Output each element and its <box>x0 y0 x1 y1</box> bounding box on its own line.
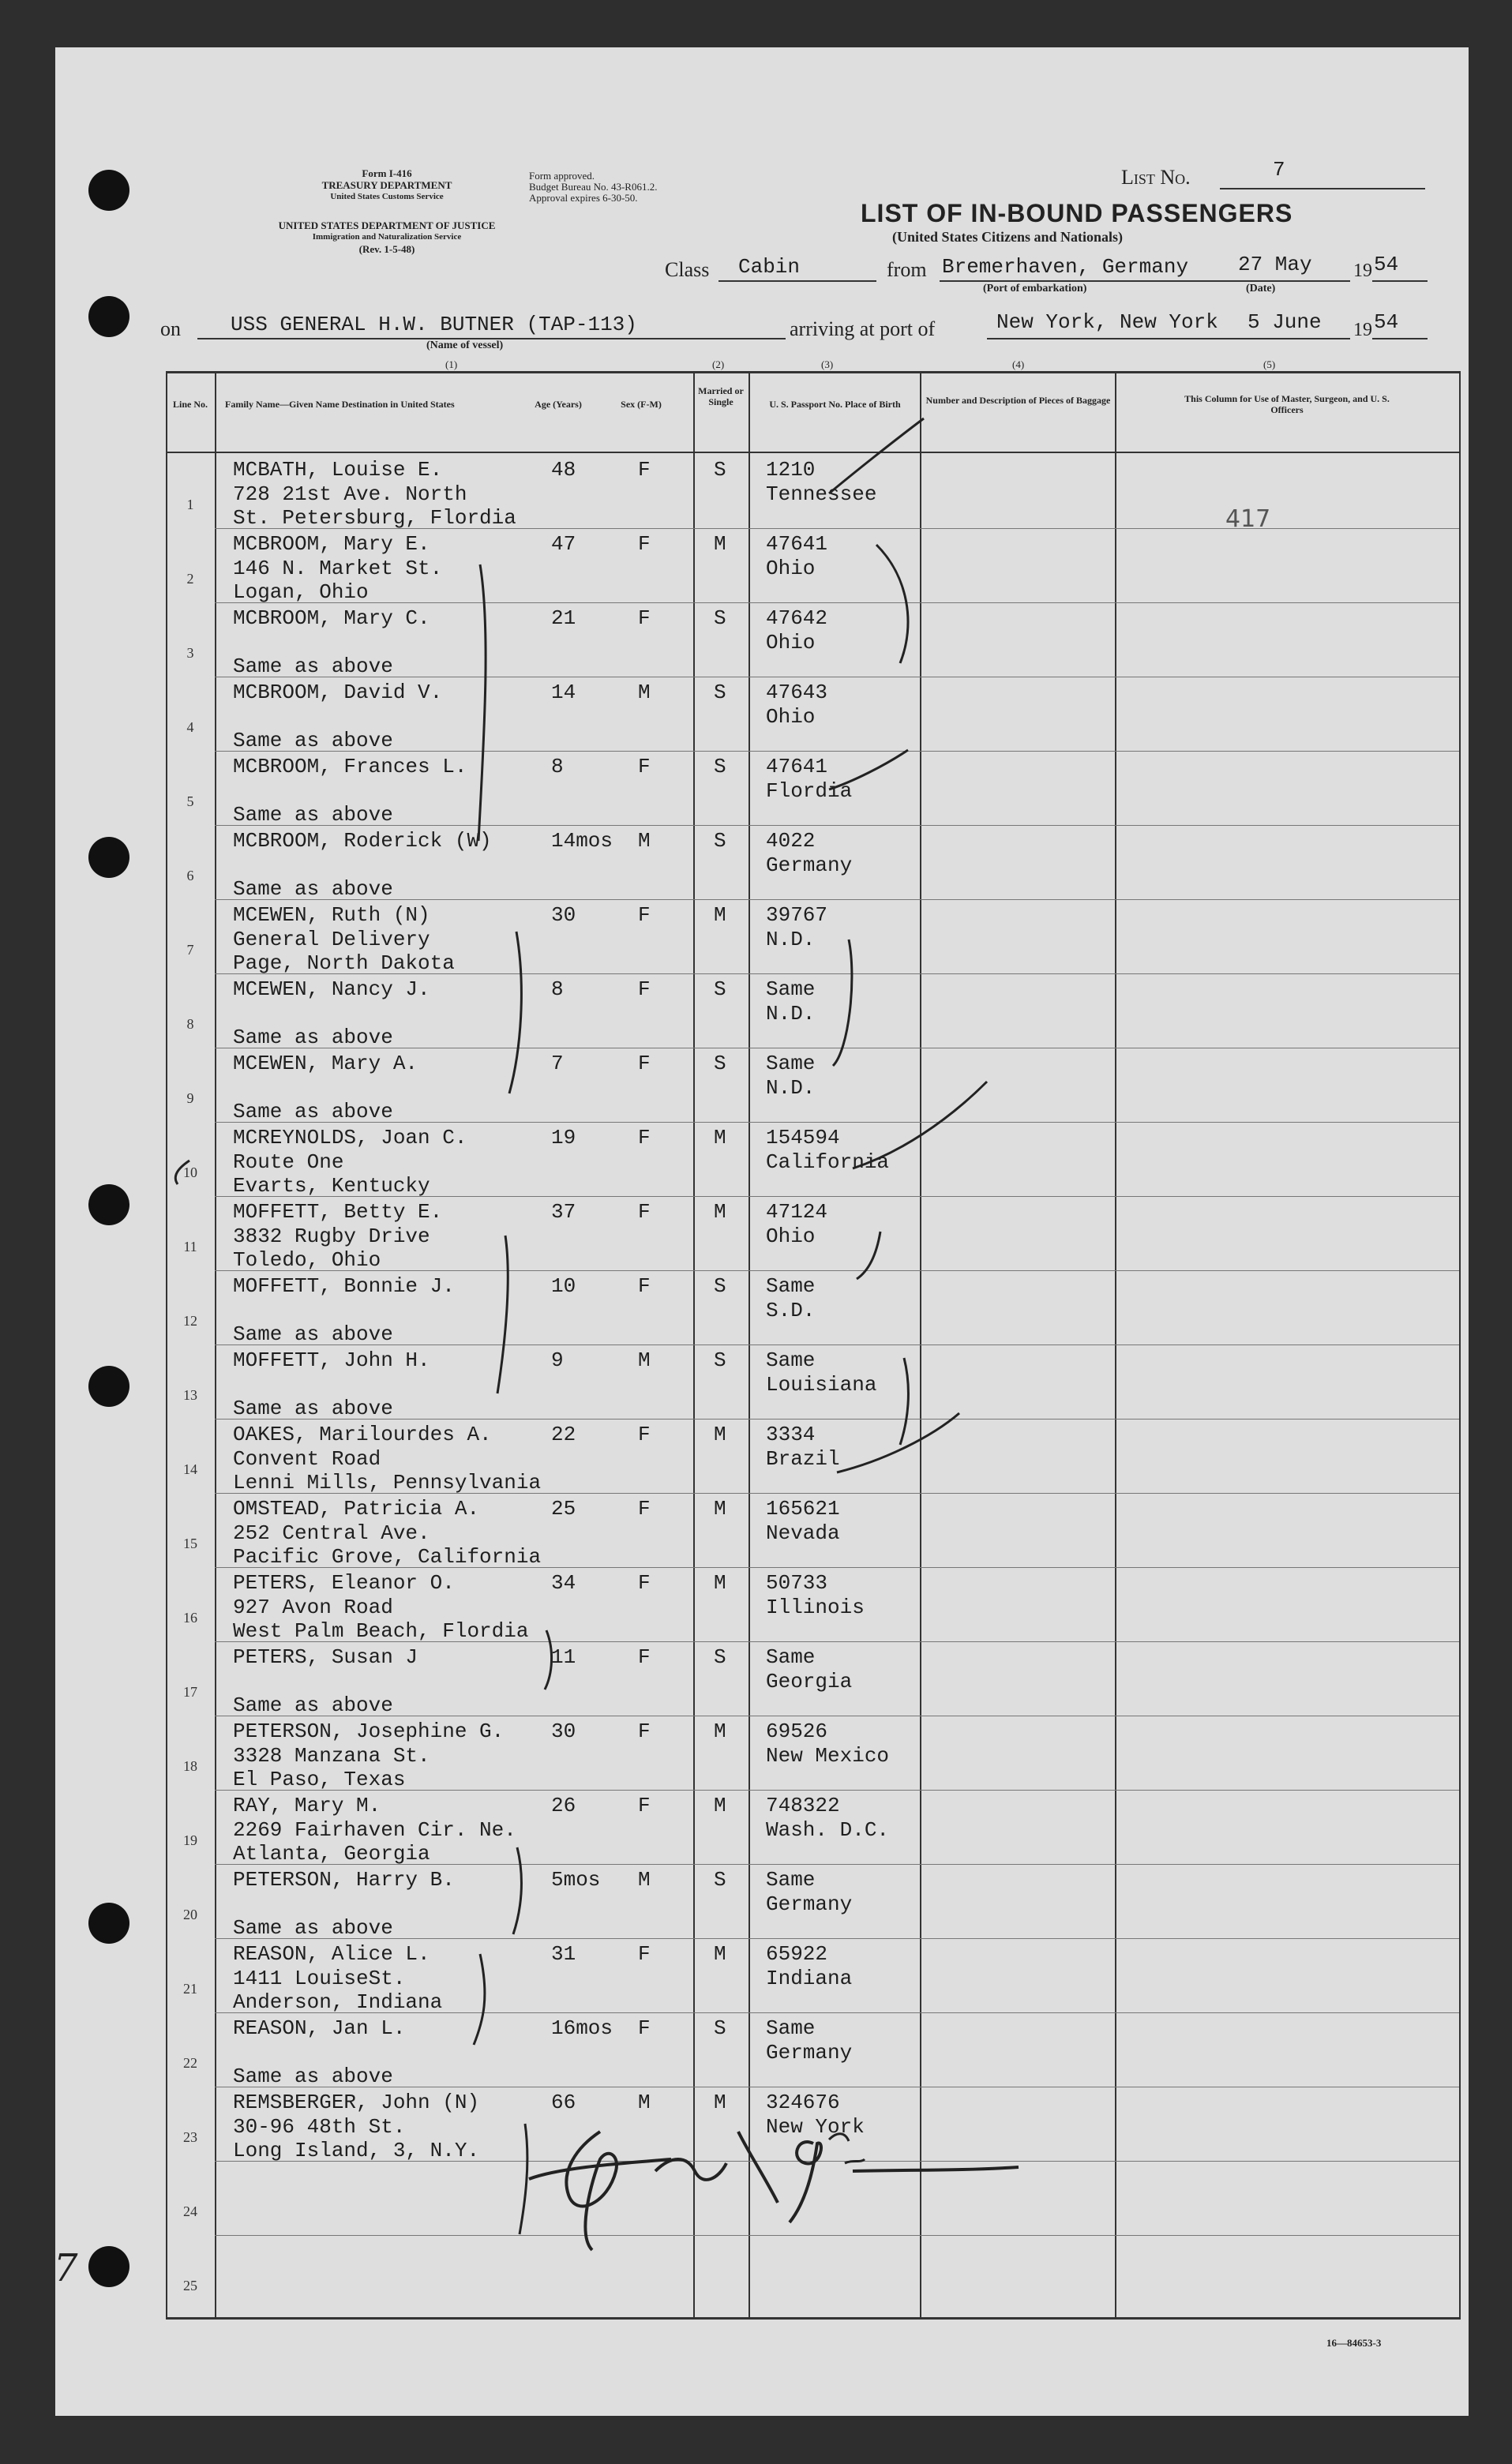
footer-code: 16—84653-3 <box>1326 2337 1382 2349</box>
marital-status: S <box>714 681 726 704</box>
vessel-caption: (Name of vessel) <box>426 339 504 351</box>
age: 26 <box>551 1794 576 1817</box>
sex: F <box>638 458 651 482</box>
marital-status: M <box>714 1126 726 1149</box>
header-name: Family Name—Given Name Destination in United States <box>225 399 455 410</box>
passport-number: Same <box>766 2016 816 2040</box>
marital-status: S <box>714 977 726 1001</box>
address-line-1: 146 N. Market St. <box>233 557 443 580</box>
address-line-2: Same as above <box>233 654 393 678</box>
sex: M <box>638 2091 651 2114</box>
marital-status: S <box>714 1645 726 1669</box>
line-number: 7 <box>186 942 194 958</box>
place-of-birth: Ohio <box>766 705 816 729</box>
address-line-2: Anderson, Indiana <box>233 1990 443 2014</box>
marital-status: M <box>714 903 726 927</box>
address-line-1: 252 Central Ave. <box>233 1521 430 1545</box>
header-officers: This Column for Use of Master, Surgeon, and U. S. Officers <box>1184 393 1390 415</box>
age: 48 <box>551 458 576 482</box>
header-baggage: Number and Description of Pieces of Baggage <box>925 395 1111 406</box>
age: 30 <box>551 1720 576 1743</box>
marital-status: S <box>714 1348 726 1372</box>
marital-status: S <box>714 755 726 778</box>
col-num-4: (4) <box>1012 358 1025 370</box>
marital-status: S <box>714 829 726 853</box>
address-line-1: Route One <box>233 1150 344 1174</box>
age: 8 <box>551 755 564 778</box>
approval-line-1: Form approved. <box>529 170 595 182</box>
marital-status: M <box>714 1423 726 1446</box>
passport-number: Same <box>766 1868 816 1892</box>
passport-number: 3334 <box>766 1423 816 1446</box>
ins-service: Immigration and Naturalization Service <box>312 232 462 242</box>
address-line-1: 1411 LouiseSt. <box>233 1967 406 1990</box>
col-num-1: (1) <box>445 358 458 370</box>
marital-status: M <box>714 2091 726 2114</box>
line-number: 25 <box>183 2278 197 2293</box>
line-number: 19 <box>183 1832 197 1848</box>
year2-prefix: 19 <box>1353 320 1372 340</box>
line-number: 12 <box>183 1313 197 1329</box>
place-of-birth: New York <box>766 2115 865 2139</box>
arrival-date: 5 June <box>1247 310 1322 334</box>
year2-value: 54 <box>1374 310 1399 334</box>
line-number: 13 <box>183 1387 197 1403</box>
arrival-port: New York, New York <box>996 310 1218 334</box>
marital-status: S <box>714 1274 726 1298</box>
embark-date: 27 May <box>1238 253 1312 276</box>
sex: F <box>638 2016 651 2040</box>
passport-number: Same <box>766 1645 816 1669</box>
address-line-2: Toledo, Ohio <box>233 1248 381 1272</box>
line-number: 3 <box>186 645 194 661</box>
passport-number: 4022 <box>766 829 816 853</box>
place-of-birth: Georgia <box>766 1670 853 1693</box>
sex: F <box>638 1720 651 1743</box>
age: 21 <box>551 606 576 630</box>
arriving-label: arriving at port of <box>790 317 936 340</box>
address-line-2: Atlanta, Georgia <box>233 1842 430 1866</box>
address-line-1: General Delivery <box>233 928 430 951</box>
sex: F <box>638 1126 651 1149</box>
age: 11 <box>551 1645 576 1669</box>
marital-status: M <box>714 1794 726 1817</box>
age: 47 <box>551 532 576 556</box>
address-line-2: St. Petersburg, Flordia <box>233 506 516 530</box>
passport-number: Same <box>766 977 816 1001</box>
passenger-name: MOFFETT, Bonnie J. <box>233 1274 455 1298</box>
age: 66 <box>551 2091 576 2114</box>
justice-dept: UNITED STATES DEPARTMENT OF JUSTICE <box>278 219 496 231</box>
address-line-2: Same as above <box>233 1100 393 1123</box>
address-line-2: Same as above <box>233 1322 393 1346</box>
customs-service: United States Customs Service <box>330 192 444 201</box>
age: 22 <box>551 1423 576 1446</box>
address-line-1: 927 Avon Road <box>233 1596 393 1619</box>
passport-number: Same <box>766 1052 816 1075</box>
passenger-name: MOFFETT, Betty E. <box>233 1200 443 1224</box>
address-line-1: 30-96 48th St. <box>233 2115 406 2139</box>
sex: F <box>638 1497 651 1521</box>
marital-status: S <box>714 606 726 630</box>
address-line-1: 728 21st Ave. North <box>233 482 467 506</box>
passport-number: 47124 <box>766 1200 828 1224</box>
age: 30 <box>551 903 576 927</box>
passport-number: 47642 <box>766 606 828 630</box>
passenger-name: PETERS, Eleanor O. <box>233 1571 455 1595</box>
sex: F <box>638 532 651 556</box>
passenger-name: OMSTEAD, Patricia A. <box>233 1497 480 1521</box>
place-of-birth: Tennessee <box>766 482 877 506</box>
age: 14 <box>551 681 576 704</box>
address-line-1: 3832 Rugby Drive <box>233 1224 430 1248</box>
line-number: 24 <box>183 2203 197 2219</box>
age: 10 <box>551 1274 576 1298</box>
class-label: Class <box>665 258 710 281</box>
passenger-name: PETERS, Susan J <box>233 1645 418 1669</box>
address-line-2: Same as above <box>233 1916 393 1940</box>
passport-number: 39767 <box>766 903 828 927</box>
passport-number: 324676 <box>766 2091 840 2114</box>
line-number: 2 <box>186 571 194 587</box>
age: 37 <box>551 1200 576 1224</box>
vessel-name: USS GENERAL H.W. BUTNER (TAP-113) <box>231 313 637 336</box>
sex: F <box>638 1794 651 1817</box>
place-of-birth: Wash. D.C. <box>766 1818 890 1842</box>
revision: (Rev. 1-5-48) <box>358 243 415 255</box>
officer-mark: 417 <box>1225 505 1271 533</box>
line-number: 18 <box>183 1758 197 1774</box>
place-of-birth: Indiana <box>766 1967 853 1990</box>
sex: F <box>638 1423 651 1446</box>
place-of-birth: Brazil <box>766 1447 840 1471</box>
address-line-2: Logan, Ohio <box>233 580 369 604</box>
place-of-birth: Louisiana <box>766 1373 877 1397</box>
col-num-3: (3) <box>821 358 834 370</box>
address-line-2: Same as above <box>233 2065 393 2088</box>
year1-prefix: 19 <box>1353 261 1372 281</box>
marital-status: S <box>714 1868 726 1892</box>
header-sex: Sex (F-M) <box>621 399 662 410</box>
line-number: 23 <box>183 2129 197 2145</box>
line-number: 5 <box>186 793 194 809</box>
address-line-2: Lenni Mills, Pennsylvania <box>233 1471 542 1495</box>
address-line-1: 3328 Manzana St. <box>233 1744 430 1768</box>
address-line-2: Same as above <box>233 1397 393 1420</box>
place-of-birth: Germany <box>766 2041 853 2065</box>
header-age: Age (Years) <box>535 399 582 410</box>
address-line-2: Long Island, 3, N.Y. <box>233 2139 480 2162</box>
passenger-name: MOFFETT, John H. <box>233 1348 430 1372</box>
sex: F <box>638 977 651 1001</box>
place-of-birth: Illinois <box>766 1596 865 1619</box>
place-of-birth: N.D. <box>766 1002 816 1026</box>
place-of-birth: Ohio <box>766 557 816 580</box>
passenger-name: MCEWEN, Mary A. <box>233 1052 418 1075</box>
passport-number: 47643 <box>766 681 828 704</box>
passport-number: 50733 <box>766 1571 828 1595</box>
passport-number: 47641 <box>766 532 828 556</box>
line-number: 6 <box>186 868 194 883</box>
address-line-1: Convent Road <box>233 1447 381 1471</box>
age: 14mos <box>551 829 613 853</box>
date-caption: (Date) <box>1246 283 1276 294</box>
marital-status: S <box>714 2016 726 2040</box>
age: 9 <box>551 1348 564 1372</box>
marital-status: M <box>714 1200 726 1224</box>
marital-status: M <box>714 1571 726 1595</box>
age: 25 <box>551 1497 576 1521</box>
header-passport: U. S. Passport No. Place of Birth <box>769 399 901 410</box>
list-no-label: List No. <box>1121 166 1191 189</box>
passenger-name: REASON, Alice L. <box>233 1942 430 1966</box>
passport-number: 69526 <box>766 1720 828 1743</box>
port-caption: (Port of embarkation) <box>983 283 1087 294</box>
address-line-2: Same as above <box>233 1693 393 1717</box>
header-line-no: Line No. <box>172 399 208 410</box>
col-num-5: (5) <box>1263 358 1276 370</box>
place-of-birth: Flordia <box>766 779 853 803</box>
passenger-name: MCEWEN, Ruth (N) <box>233 903 430 927</box>
col-num-2: (2) <box>712 358 725 370</box>
line-number: 4 <box>186 719 194 735</box>
passport-number: 165621 <box>766 1497 840 1521</box>
sex: F <box>638 1645 651 1669</box>
address-line-2: Same as above <box>233 877 393 901</box>
port-of-embarkation: Bremerhaven, Germany <box>942 255 1189 279</box>
place-of-birth: Ohio <box>766 631 816 654</box>
age: 7 <box>551 1052 564 1075</box>
place-of-birth: Ohio <box>766 1224 816 1248</box>
place-of-birth: S.D. <box>766 1299 816 1322</box>
place-of-birth: California <box>766 1150 890 1174</box>
place-of-birth: N.D. <box>766 928 816 951</box>
approval-line-3: Approval expires 6-30-50. <box>529 192 638 204</box>
sex: F <box>638 1052 651 1075</box>
place-of-birth: Germany <box>766 1892 853 1916</box>
marital-status: S <box>714 458 726 482</box>
address-line-2: El Paso, Texas <box>233 1768 406 1791</box>
year1-value: 54 <box>1374 253 1399 276</box>
address-line-2: Same as above <box>233 803 393 827</box>
passport-number: 47641 <box>766 755 828 778</box>
passenger-name: PETERSON, Josephine G. <box>233 1720 505 1743</box>
sex: F <box>638 1274 651 1298</box>
marital-status: M <box>714 1497 726 1521</box>
line-number: 8 <box>186 1016 194 1032</box>
sex: F <box>638 903 651 927</box>
place-of-birth: Germany <box>766 853 853 877</box>
passport-number: Same <box>766 1274 816 1298</box>
list-no-value: 7 <box>1273 158 1285 182</box>
form-number: Form I-416 <box>362 167 412 179</box>
line-number: 22 <box>183 2055 197 2071</box>
age: 5mos <box>551 1868 601 1892</box>
passport-number: 65922 <box>766 1942 828 1966</box>
line-number: 17 <box>183 1684 197 1700</box>
line-number: 16 <box>183 1610 197 1626</box>
on-label: on <box>160 317 181 340</box>
marital-status: M <box>714 1720 726 1743</box>
passport-number: 154594 <box>766 1126 840 1149</box>
passenger-name: PETERSON, Harry B. <box>233 1868 455 1892</box>
passenger-name: MCBROOM, Mary E. <box>233 532 430 556</box>
passenger-name: OAKES, Marilourdes A. <box>233 1423 492 1446</box>
place-of-birth: New Mexico <box>766 1744 890 1768</box>
passport-number: 1210 <box>766 458 816 482</box>
page-title: LIST OF IN-BOUND PASSENGERS <box>861 199 1293 227</box>
passenger-name: REMSBERGER, John (N) <box>233 2091 480 2114</box>
sex: F <box>638 1571 651 1595</box>
passport-number: Same <box>766 1348 816 1372</box>
age: 16mos <box>551 2016 613 2040</box>
passport-number: 748322 <box>766 1794 840 1817</box>
sex: F <box>638 755 651 778</box>
marital-status: S <box>714 1052 726 1075</box>
class-value: Cabin <box>738 255 801 279</box>
address-line-2: Evarts, Kentucky <box>233 1174 430 1198</box>
age: 8 <box>551 977 564 1001</box>
marital-status: M <box>714 1942 726 1966</box>
sex: F <box>638 606 651 630</box>
sex: M <box>638 681 651 704</box>
margin-mark: 7 <box>54 2246 78 2290</box>
approval-line-2: Budget Bureau No. 43-R061.2. <box>529 181 658 193</box>
age: 19 <box>551 1126 576 1149</box>
header-married: Married or Single <box>698 385 744 407</box>
treasury-dept: TREASURY DEPARTMENT <box>321 179 452 191</box>
passenger-name: MCBROOM, David V. <box>233 681 443 704</box>
address-line-2: Pacific Grove, California <box>233 1545 542 1569</box>
age: 31 <box>551 1942 576 1966</box>
line-number: 10 <box>183 1164 197 1180</box>
passenger-name: RAY, Mary M. <box>233 1794 381 1817</box>
passenger-name: REASON, Jan L. <box>233 2016 406 2040</box>
passenger-name: MCBROOM, Mary C. <box>233 606 430 630</box>
page-subtitle: (United States Citizens and Nationals) <box>892 229 1124 245</box>
address-line-2: Same as above <box>233 1026 393 1049</box>
passenger-name: MCEWEN, Nancy J. <box>233 977 430 1001</box>
address-line-1: 2269 Fairhaven Cir. Ne. <box>233 1818 516 1842</box>
passenger-name: MCBROOM, Frances L. <box>233 755 467 778</box>
line-number: 14 <box>183 1461 197 1477</box>
line-number: 1 <box>186 497 194 512</box>
sex: M <box>638 829 651 853</box>
marital-status: M <box>714 532 726 556</box>
age: 34 <box>551 1571 576 1595</box>
passenger-name: MCREYNOLDS, Joan C. <box>233 1126 467 1149</box>
passenger-name: MCBATH, Louise E. <box>233 458 443 482</box>
line-number: 20 <box>183 1907 197 1922</box>
passenger-name: MCBROOM, Roderick (W) <box>233 829 492 853</box>
address-line-2: West Palm Beach, Flordia <box>233 1619 529 1643</box>
line-number: 15 <box>183 1536 197 1551</box>
from-label: from <box>887 258 927 281</box>
line-number: 21 <box>183 1981 197 1997</box>
sex: F <box>638 1942 651 1966</box>
sex: M <box>638 1868 651 1892</box>
line-number: 9 <box>186 1090 194 1106</box>
place-of-birth: N.D. <box>766 1076 816 1100</box>
line-number: 11 <box>183 1239 197 1255</box>
place-of-birth: Nevada <box>766 1521 840 1545</box>
sex: F <box>638 1200 651 1224</box>
address-line-2: Same as above <box>233 729 393 752</box>
sex: M <box>638 1348 651 1372</box>
address-line-2: Page, North Dakota <box>233 951 455 975</box>
